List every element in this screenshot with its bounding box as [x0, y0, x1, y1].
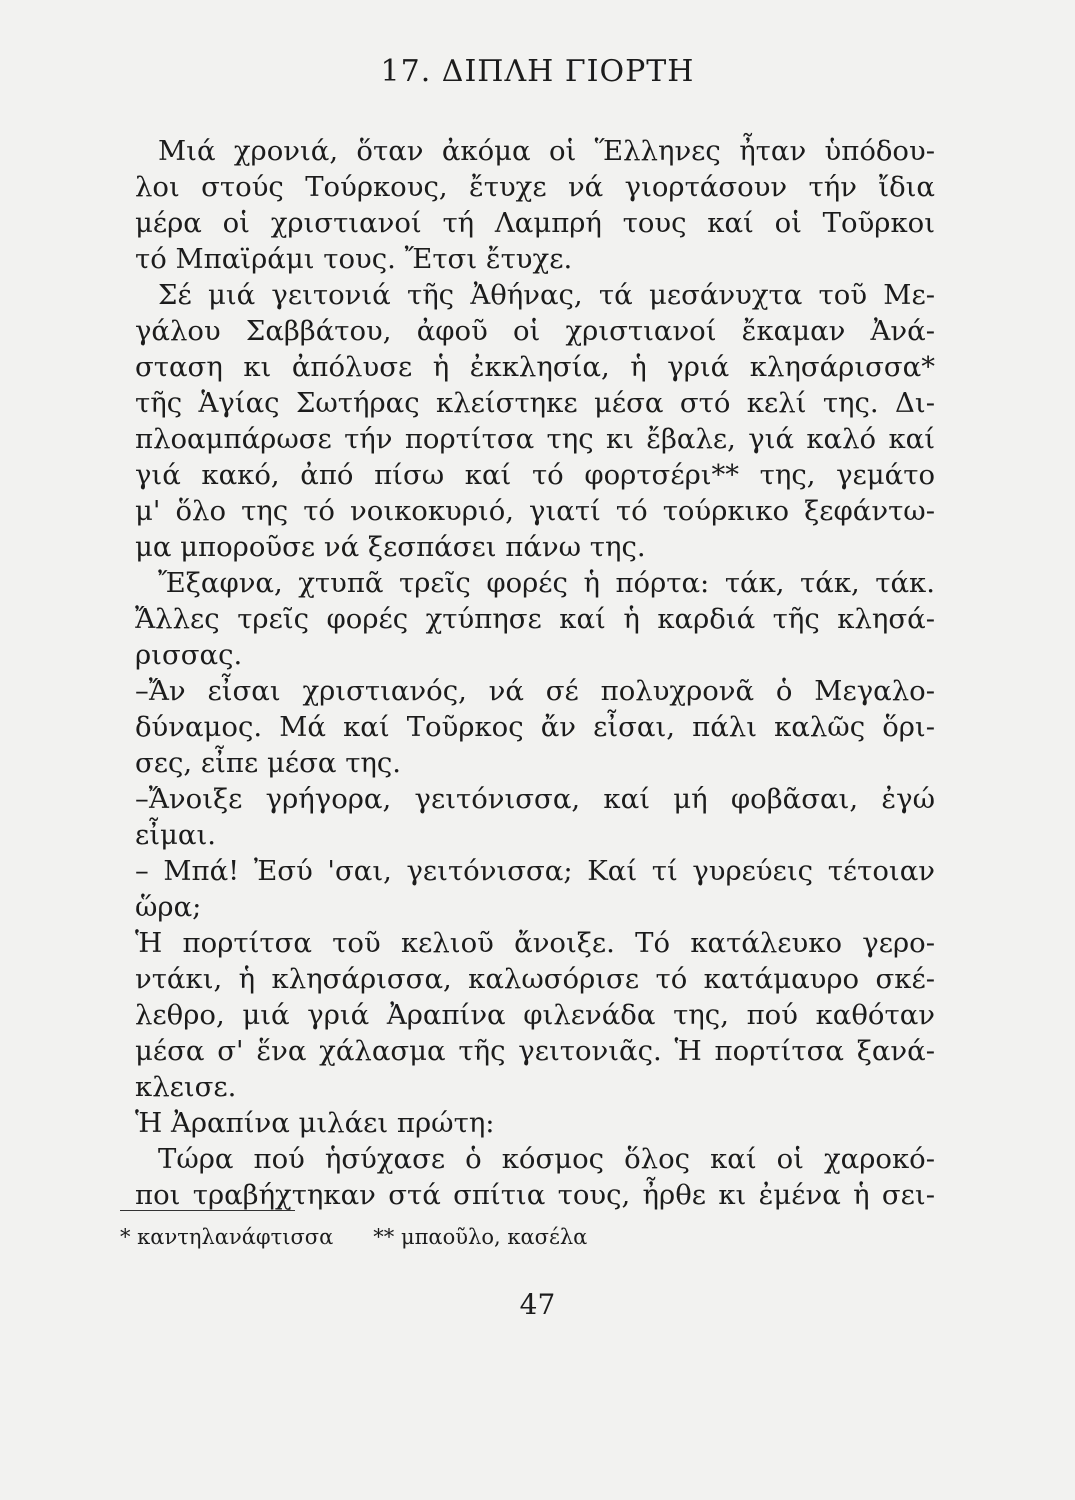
text-line: Τώρα πού ἡσύχασε ὁ κόσμος ὅλος καί οἱ χαροκό-	[158, 1143, 935, 1175]
text-line: σες, εἶπε μέσα της.	[135, 747, 402, 779]
text-line: ποι τραβήχτηκαν στά σπίτια τους, ἦρθε κι ἐμένα ἡ σει-	[135, 1179, 935, 1211]
footnote-2: ** μπαοῦλο, κασέλα	[373, 1225, 588, 1249]
text-line: Σέ μιά γειτονιά τῆς Ἀθήνας, τά μεσάνυχτα τοῦ Με-	[158, 279, 935, 311]
text-line: – Μπά! Ἐσύ 'σαι, γειτόνισσα; Καί τί γυρεύεις τέτοιαν	[135, 855, 935, 887]
footnotes	[120, 1225, 587, 1249]
text-line: λεθρο, μιά γριά Ἀραπίνα φιλενάδα της, πού καθόταν	[135, 999, 935, 1031]
text-line: Ἔξαφνα, χτυπᾶ τρεῖς φορές ἡ πόρτα: τάκ, τάκ, τάκ.	[158, 567, 935, 599]
text-line: μα μποροῦσε νά ξεσπάσει πάνω της.	[135, 531, 646, 563]
text-line: τό Μπαϊράμι τους. Ἔτσι ἔτυχε.	[135, 243, 573, 275]
text-line: μέρα οἱ χριστιανοί τή Λαμπρή τους καί οἱ Τοῦρκοι	[135, 207, 935, 239]
text-line: σταση κι ἀπόλυσε ἡ ἐκκλησία, ἡ γριά κλησάρισσα*	[135, 351, 935, 383]
text-line: εἶμαι.	[135, 819, 216, 851]
text-line: Ἄλλες τρεῖς φορές χτύπησε καί ἡ καρδιά τῆς κλησά-	[135, 603, 935, 635]
text-line: κλεισε.	[135, 1071, 237, 1103]
page-number: 47	[519, 1288, 556, 1321]
text-line: τῆς Ἁγίας Σωτήρας κλείστηκε μέσα στό κελί της. Δι-	[135, 387, 935, 419]
text-line: δύναμος. Μά καί Τοῦρκος ἄν εἶσαι, πάλι καλῶς ὅρι-	[135, 711, 935, 743]
text-line: μ' ὅλο της τό νοικοκυριό, γιατί τό τούρκικο ξεφάντω-	[135, 495, 935, 527]
chapter-title: 17. ΔΙΠΛΗ ΓΙΟΡΤΗ	[380, 54, 695, 89]
text-line: ὥρα;	[135, 891, 202, 923]
text-line: πλοαμπάρωσε τήν πορτίτσα της κι ἔβαλε, γιά καλό καί	[135, 423, 935, 455]
footnote-divider	[120, 1210, 295, 1211]
text-line: ντάκι, ἡ κλησάρισσα, καλωσόρισε τό κατάμαυρο σκέ-	[135, 963, 935, 995]
text-line: μέσα σ' ἕνα χάλασμα τῆς γειτονιᾶς. Ἡ πορτίτσα ξανά-	[135, 1035, 935, 1067]
text-line: λοι στούς Τούρκους, ἔτυχε νά γιορτάσουν τήν ἴδια	[135, 171, 935, 203]
text-line: Ἡ πορτίτσα τοῦ κελιοῦ ἄνοιξε. Τό κατάλευκο γερο-	[135, 927, 935, 959]
text-line: γιά κακό, ἀπό πίσω καί τό φορτσέρι** της, γεμάτο	[135, 459, 935, 491]
text-line: –Ἄν εἶσαι χριστιανός, νά σέ πολυχρονᾶ ὁ Μεγαλο-	[135, 675, 935, 707]
text-line: Ἡ Ἀραπίνα μιλάει πρώτη:	[135, 1107, 495, 1139]
text-line: γάλου Σαββάτου, ἀφοῦ οἱ χριστιανοί ἔκαμαν Ἀνά-	[135, 315, 935, 347]
text-line: ρισσας.	[135, 639, 243, 671]
text-line: –Ἄνοιξε γρήγορα, γειτόνισσα, καί μή φοβᾶσαι, ἐγώ	[135, 783, 935, 815]
text-line: Μιά χρονιά, ὅταν ἀκόμα οἱ Ἕλληνες ἦταν ὑπόδου-	[158, 135, 935, 167]
footnote-1: * καντηλανάφτισσα	[120, 1225, 334, 1249]
